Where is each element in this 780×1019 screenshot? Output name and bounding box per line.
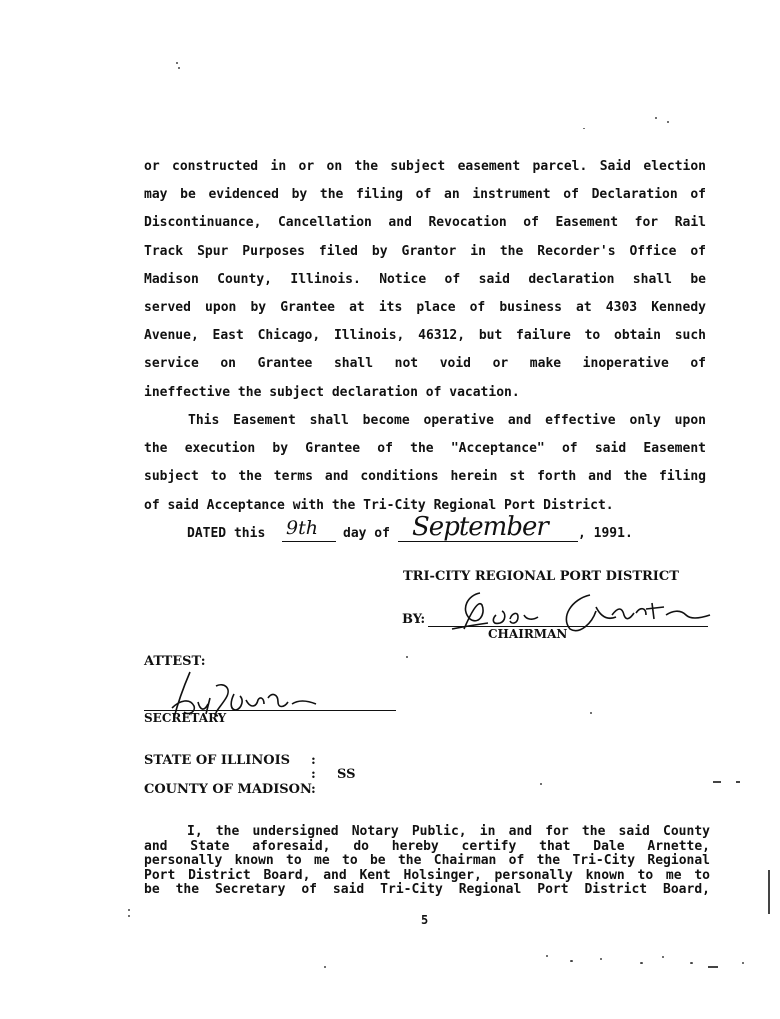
venue-state: STATE OF ILLINOIS bbox=[144, 753, 291, 768]
dated-year: , 1991. bbox=[578, 526, 633, 541]
paragraph-line: or constructed in or on the subject easement parcel. Said election bbox=[144, 159, 706, 174]
paragraph-line: the execution by Grantee of the "Acceptance" of said Easement bbox=[144, 441, 706, 457]
paragraph-line: subject to the terms and conditions herein st forth and the filing bbox=[144, 469, 706, 485]
dated-middle: day of bbox=[343, 526, 390, 541]
paragraph-termination-clause bbox=[144, 153, 706, 407]
paragraph-operative-clause bbox=[144, 407, 706, 520]
paragraph-line: I, the undersigned Notary Public, in and for the said County bbox=[187, 824, 710, 839]
page-number: 5 bbox=[421, 913, 429, 927]
chairman-title: CHAIRMAN bbox=[488, 627, 568, 641]
paragraph-line: personally known to me to be the Chairman of the Tri-City Regional bbox=[144, 853, 710, 869]
attest-label: ATTEST: bbox=[144, 654, 206, 669]
paragraph-line: served upon by Grantee at its place of business at 4303 Kennedy bbox=[144, 300, 706, 316]
day-blank bbox=[282, 541, 336, 542]
notary-paragraph bbox=[144, 825, 710, 898]
paragraph-line: Madison County, Illinois. Notice of said declaration shall be bbox=[144, 271, 706, 287]
grantor-org: TRI-CITY REGIONAL PORT DISTRICT bbox=[403, 569, 679, 584]
paragraph-line: Discontinuance, Cancellation and Revocation of Easement for Rail bbox=[144, 215, 706, 231]
venue-county: COUNTY OF MADISON bbox=[144, 782, 312, 797]
venue-colon: : bbox=[311, 782, 316, 797]
paragraph-line: This Easement shall become operative and effective only upon bbox=[188, 413, 706, 428]
dated-day-handwritten: 9th bbox=[286, 517, 318, 539]
dated-prefix: DATED this bbox=[187, 526, 266, 541]
venue-colon: : bbox=[311, 767, 316, 782]
paragraph-line: Track Spur Purposes filed by Grantor in the Recorder's Office of bbox=[144, 243, 706, 259]
paragraph-line: and State aforesaid, do hereby certify that Dale Arnette, bbox=[144, 838, 710, 854]
secretary-signature-image bbox=[160, 668, 330, 726]
secretary-title: SECRETARY bbox=[144, 711, 227, 725]
paragraph-line: service on Grantee shall not void or make inoperative of bbox=[144, 356, 706, 372]
chairman-signature-image bbox=[440, 585, 715, 645]
venue-ss: SS bbox=[337, 767, 356, 782]
paragraph-line: be the Secretary of said Tri-City Regional Port District Board, bbox=[144, 882, 710, 898]
paragraph-line: of said Acceptance with the Tri-City Regional Port District. bbox=[144, 497, 614, 513]
by-label: BY: bbox=[402, 612, 426, 627]
paragraph-line: Avenue, East Chicago, Illinois, 46312, but failure to obtain such bbox=[144, 328, 706, 344]
dated-month-handwritten: September bbox=[412, 512, 548, 542]
paragraph-line: ineffective the subject declaration of vacation. bbox=[144, 384, 520, 400]
paragraph-line: may be evidenced by the filing of an instrument of Declaration of bbox=[144, 187, 706, 203]
venue-colon: : bbox=[311, 753, 316, 768]
paragraph-line: Port District Board, and Kent Holsinger, personally known to me to bbox=[144, 867, 710, 883]
